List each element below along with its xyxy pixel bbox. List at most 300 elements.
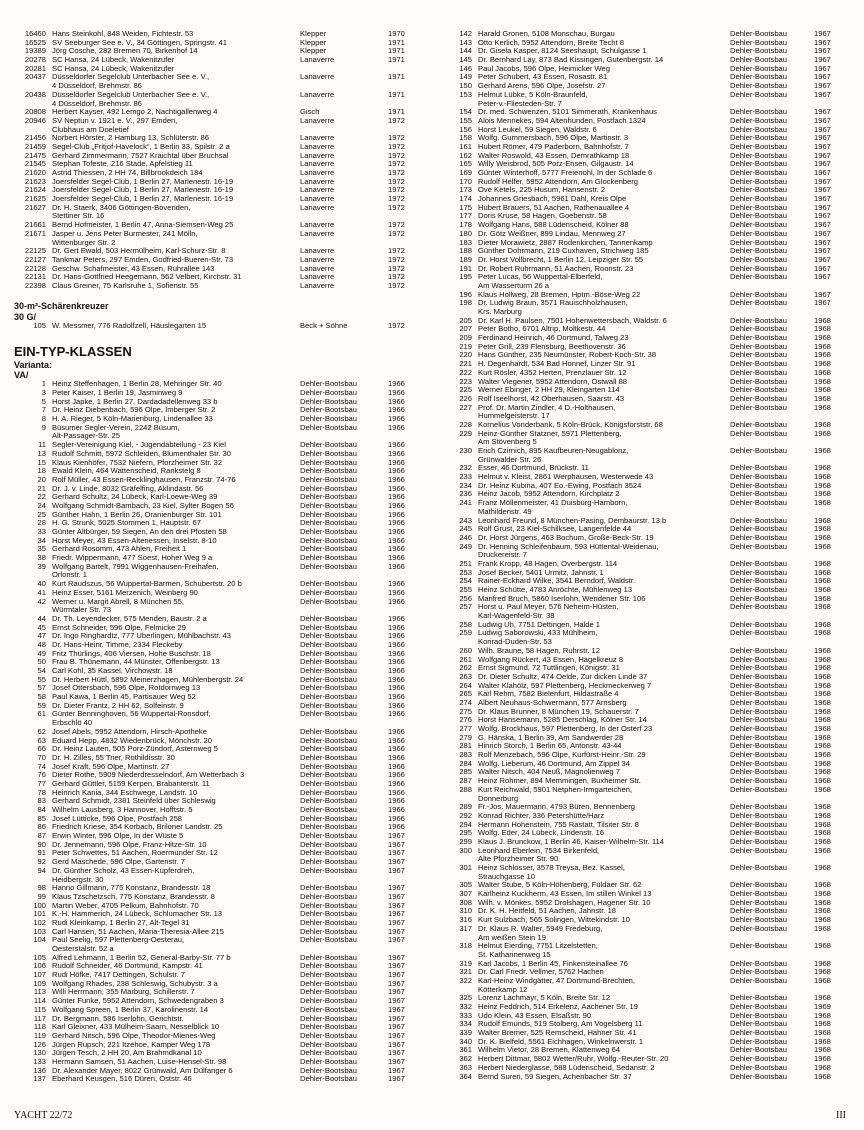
build-year: 1966 (388, 709, 405, 719)
sail-number: 77 (37, 778, 46, 788)
builder: Dehler-Bootsbau (730, 864, 787, 872)
build-year: 1968 (814, 359, 831, 369)
build-year: 1968 (814, 367, 831, 377)
build-year: 1966 (388, 388, 405, 397)
build-year: 1968 (814, 489, 831, 499)
list-row (14, 467, 424, 476)
owner-address: 4 Düsseldorf, Brehmstr. 86 (52, 82, 142, 91)
sail-number: 295 (459, 828, 472, 838)
list-row (440, 864, 850, 873)
owner-address: Heinz Schütte, 4783 Anröchte, Mühlenweg 13 (478, 586, 633, 594)
sail-number: 174 (459, 194, 472, 204)
build-year: 1966 (388, 822, 405, 832)
owner-address: St. Katharinenweg 15 (478, 950, 551, 959)
builder: Dehler-Bootsbau (730, 247, 787, 256)
sail-number: 74 (37, 761, 46, 771)
builder: Dehler-Bootsbau (730, 768, 787, 777)
build-year: 1968 (814, 472, 831, 482)
owner-address: Josef Becker, 5401 Urmitz, Jahnstr. 1 (478, 568, 604, 577)
owner-address: Udo Klein, 43 Essen, Elsaßstr. 90 (478, 1011, 592, 1020)
builder: Dehler-Bootsbau (730, 90, 787, 99)
owner-address: Herbert Kayser, 492 Lemgo 2, Nachtigallenweg 4 (52, 108, 218, 117)
owner-address: Dr. H. Zilles, 55 Trier, Rothildisstr. 30 (52, 753, 175, 762)
owner-address: Rainer-Eckhard Wilke, 3541 Berndorf, Waldstr. (478, 577, 636, 586)
sail-number: 279 (459, 732, 472, 742)
build-year: 1968 (814, 697, 831, 707)
list-row (440, 221, 850, 230)
owner-address: Dr. Gert Ewald, 503 Hermülheim, Karl-Schurz-Str. 8 (52, 247, 226, 256)
sail-number: 9 (41, 422, 46, 432)
sail-number: 198 (459, 298, 472, 308)
list-row (440, 690, 850, 699)
owner-address: Jörg Cosche, 282 Bremen 70, Birkenhof 14 (52, 47, 198, 56)
owner-address: SC Hansa, 24 Lübeck, Wakenitzufer (52, 64, 175, 73)
owner-address: Gerhard Schmidt, 2381 Steinfeld über Schleswig (52, 797, 216, 806)
sail-number: 106 (33, 961, 46, 971)
builder: Dehler-Bootsbau (300, 753, 357, 762)
sail-number: 149 (459, 72, 472, 82)
build-year: 1967 (388, 926, 405, 936)
owner-address: Gerhard Schultz, 24 Lübeck, Karl-Loewe-Weg 39 (52, 493, 218, 502)
list-row (14, 876, 424, 885)
list-row (440, 716, 850, 725)
owner-address: Dr. Horst Vollbrecht, 1 Berlin 12, Leipziger Str. 55 (478, 255, 644, 264)
owner-address: Dr. J. v. Linde, 8032 Gräfelfing, Aklindastr. 56 (52, 484, 204, 493)
builder: Dehler-Bootsbau (300, 814, 357, 823)
builder: Dehler-Bootsbau (730, 1003, 787, 1011)
build-year: 1968 (814, 767, 831, 777)
owner-address: Franz Möllenmeister, 41 Duisburg-Hamborn, (478, 499, 628, 508)
builder: Dehler-Bootsbau (730, 221, 787, 230)
builder: Dehler-Bootsbau (730, 1011, 787, 1020)
sail-number: 59 (37, 700, 46, 710)
list-row (14, 415, 424, 424)
owner-address: Dr. Klaus Brunner, 8 München 19, Schauerstr. 7 (478, 707, 639, 716)
owner-address: K.-H. Hammerich, 24 Lübeck, Schlumacher Str. 13 (52, 910, 223, 919)
builder: Dehler-Bootsbau (300, 971, 357, 980)
right-column (440, 30, 850, 1081)
builder: Dehler-Bootsbau (730, 290, 787, 299)
list-row (440, 742, 850, 751)
sail-number: 21627 (24, 202, 46, 212)
build-year: 1966 (388, 761, 405, 771)
list-row (14, 1006, 424, 1015)
build-year: 1966 (388, 787, 405, 797)
build-year: 1968 (814, 1071, 831, 1081)
build-year: 1966 (388, 700, 405, 710)
sail-number: 154 (459, 107, 472, 117)
sail-number: 220 (459, 350, 472, 360)
list-row (14, 1049, 424, 1058)
sail-number: 146 (459, 63, 472, 73)
list-row (14, 1032, 424, 1041)
builder: Dehler-Bootsbau (730, 646, 787, 655)
owner-address: Günter Altbürger, 59 Siegen, An den drei Pfosten 58 (52, 528, 227, 536)
sail-number: 228 (459, 419, 472, 429)
list-row (14, 702, 424, 711)
owner-address: Günther Hahn, 1 Berlin 26, Oranienburger Str. 101 (52, 510, 222, 519)
list-row (14, 641, 424, 650)
build-year: 1968 (814, 619, 831, 629)
build-year: 1968 (814, 750, 831, 760)
sail-number: 285 (459, 767, 472, 777)
builder: Dehler-Bootsbau (730, 403, 787, 412)
sail-number: 21620 (24, 168, 46, 177)
builder: Dehler-Bootsbau (300, 406, 357, 415)
builder: Dehler-Bootsbau (730, 264, 787, 273)
sail-number: 334 (459, 1019, 472, 1029)
owner-address: Fritz Thürlings, 406 Viersen, Hohe Buschstr. 18 (52, 649, 211, 658)
list-row (440, 977, 850, 986)
builder: Dehler-Bootsbau (730, 169, 787, 177)
sail-number: 48 (37, 639, 46, 649)
builder (730, 412, 814, 421)
list-row (440, 551, 850, 560)
sail-number: 227 (459, 402, 472, 412)
build-year: 1968 (814, 802, 831, 812)
build-year: 1971 (388, 37, 405, 47)
list-row (14, 754, 424, 763)
build-year: 1967 (388, 857, 405, 867)
sail-number: 265 (459, 689, 472, 699)
list-row (14, 247, 424, 256)
list-row (440, 760, 850, 769)
build-year: 1969 (814, 1002, 831, 1011)
list-row (440, 786, 850, 795)
owner-address: Heinz Steffenhagen, 1 Berlin 28, Mehringer Str. 40 (52, 380, 222, 389)
list-row (440, 204, 850, 213)
list-row (440, 421, 850, 430)
sail-number: 161 (459, 141, 472, 151)
list-row (440, 73, 850, 82)
builder: Dehler-Bootsbau (730, 116, 787, 125)
owner-address: Hans Steinkohl, 848 Weiden, Fichtestr. 53 (52, 30, 194, 38)
list-row (440, 299, 850, 308)
sail-number: 109 (33, 978, 46, 988)
owner-address: Strauchgasse 10 (478, 872, 535, 881)
list-row (14, 221, 424, 230)
build-year: 1967 (388, 831, 405, 841)
build-year: 1968 (814, 385, 831, 395)
builder: Dehler-Bootsbau (730, 594, 787, 603)
sail-number (14, 571, 52, 580)
list-row (440, 126, 850, 135)
builder: Dehler-Bootsbau (300, 467, 357, 476)
owner-address: Dr. Horst Jürgens, 463 Bochum, Große-Beck-Str. 19 (478, 533, 654, 542)
builder: Dehler-Bootsbau (730, 377, 787, 386)
list-row (440, 404, 850, 413)
owner-address: Alte Pforzheimer Str. 90 (478, 855, 559, 864)
builder: Klepper (300, 38, 327, 47)
build-year: 1968 (814, 628, 831, 638)
build-year: 1971 (388, 46, 405, 56)
list-row (14, 459, 424, 468)
owner-address: Prof. Dr. Martin Zindler, 4 D.-Holthausen, (478, 403, 616, 412)
builder: Dehler-Bootsbau (300, 710, 357, 719)
sail-number: 325 (459, 993, 472, 1003)
builder: Dehler-Bootsbau (300, 562, 357, 571)
list-row (14, 398, 424, 407)
owner-address: H. A. Rieger, 5 Köln-Marienburg, Lindenallee 33 (52, 415, 213, 424)
build-year: 1968 (814, 350, 831, 360)
list-row (14, 39, 424, 48)
list-row (14, 73, 424, 82)
builder: Dehler-Bootsbau (730, 516, 787, 525)
list-row (440, 178, 850, 187)
list-row (440, 447, 850, 456)
owner-address: Dr. Heinz Kubina, 407 Eo.-Ewing, Postfach 3524 (478, 481, 642, 490)
owner-address: Claus Greiner, 75 Karlsruhe 1, Sofienstr. 55 (52, 281, 199, 290)
list-row (440, 795, 850, 804)
builder (730, 873, 814, 882)
build-year: 1972 (388, 194, 405, 204)
sail-number: 20808 (24, 107, 46, 117)
list-row (14, 919, 424, 928)
sail-number: 256 (459, 593, 472, 603)
sail-number: 321 (459, 967, 472, 977)
owner-address: H. Degenhardt, 534 Bad Honnef, Linzer Str. 91 (478, 360, 636, 369)
sail-number (14, 876, 52, 885)
list-row (14, 867, 424, 876)
list-row (14, 91, 424, 100)
list-row (440, 117, 850, 126)
owner-address: Kurt Rösler, 4352 Herten, Prenzlauer Str. 12 (478, 368, 627, 377)
owner-address: Alfred Lehmann, 1 Berlin 52, General-Barby-Str. 77 b (52, 953, 231, 962)
sail-number: 245 (459, 524, 472, 534)
builder: Dehler-Bootsbau (730, 837, 787, 846)
owner-address: Klaus J. Brunckow, 1 Berlin 46, Kaiser-Wilhelm-Str. 114 (478, 837, 664, 846)
owner-address: Hubert Brauers, 51 Aachen, Rathenauallee 4 (478, 203, 630, 212)
owner-address: Paul Kawa, 1 Berlin 45, Partisauer Weg 52 (52, 693, 196, 702)
sail-number: 21545 (24, 159, 46, 169)
builder: Dehler-Bootsbau (300, 997, 357, 1006)
build-year: 1968 (814, 663, 831, 673)
builder: Dehler-Bootsbau (730, 195, 787, 204)
sail-number: 275 (459, 706, 472, 716)
owner-address: Oesterstalstr. 52 a (52, 945, 114, 953)
list-row (14, 554, 424, 563)
builder: Lanaverre (300, 116, 335, 125)
list-row (440, 1012, 850, 1021)
list-row (440, 65, 850, 74)
builder: Dehler-Bootsbau (730, 777, 787, 786)
build-year: 1967 (814, 150, 831, 160)
builder: Dehler-Bootsbau (300, 918, 357, 927)
builder: Dehler-Bootsbau (730, 716, 787, 725)
list-row (440, 508, 850, 517)
owner-address: Heinz Schlosser, 3578 Treysa, Bez. Kassel, (478, 864, 625, 872)
build-year: 1968 (814, 419, 831, 429)
builder: Dehler-Bootsbau (730, 811, 787, 820)
builder (300, 876, 388, 885)
sail-number: 115 (33, 1004, 46, 1014)
builder (730, 282, 814, 291)
owner-address: Walter Viegener, 5952 Attendorn, Ostwall 88 (478, 377, 628, 386)
owner-address: Jürgen Tesch, 2 HH 20, Am Brahmdkanal 10 (52, 1049, 202, 1058)
owner-address: Dr. Henning Schleifenbaum, 593 Hüttental-Weidenau, (478, 542, 659, 551)
builder: Dehler-Bootsbau (730, 959, 787, 968)
builder: Dehler-Bootsbau (730, 394, 787, 403)
owner-address: Wolfgang Hans, 588 Lüdenscheid, Kölner 88 (478, 221, 629, 230)
build-year: 1968 (814, 463, 831, 473)
owner-address: Dr. Th. Leyendecker, 575 Menden, Baustr. 2 a (52, 614, 207, 623)
list-row (14, 476, 424, 485)
sail-number: 3 (41, 388, 46, 397)
builder: Dehler-Bootsbau (730, 490, 787, 499)
sail-number: 225 (459, 385, 472, 395)
list-row (14, 658, 424, 667)
owner-address: Rolf Müller, 43 Essen-Recklinghausen, Franzstr. 74-76 (52, 475, 236, 484)
build-year: 1972 (388, 320, 405, 330)
builder: Dehler-Bootsbau (730, 56, 787, 65)
owner-address: Horst Meyer, 43 Essen-Altenessen, Inselstr. 8-10 (52, 536, 217, 545)
sail-number: 136 (33, 1065, 46, 1075)
owner-address: Karl-Wagenfeld-Str. 38 (478, 612, 555, 621)
sail-number: 222 (459, 367, 472, 377)
builder (300, 212, 388, 221)
builder: Dehler-Bootsbau (300, 675, 357, 684)
sail-number: 219 (459, 341, 472, 351)
sail-number: 133 (33, 1056, 46, 1066)
owner-address: Wolfgang Bartelt, 7991 Wiggenhausen-Freihafen, (52, 562, 219, 571)
owner-address: Johannes Griesbach, 5961 Dahl, Kreis Olpe (478, 195, 627, 204)
builder: Dehler-Bootsbau (300, 493, 357, 502)
owner-address: Hans Günther, 235 Neumünster, Robert-Koch-Str. 38 (478, 351, 657, 360)
owner-address: Peter Schubert, 43 Essen, Rosastr. 81 (478, 73, 608, 82)
owner-address: Wilh. v. Mönkes, 5952 Drolshagen, Hagener Str. 10 (478, 898, 651, 907)
list-row (440, 91, 850, 100)
build-year: 1968 (814, 593, 831, 603)
build-year: 1968 (814, 958, 831, 968)
list-row (14, 265, 424, 274)
builder: Dehler-Bootsbau (300, 1031, 357, 1040)
builder: Dehler-Bootsbau (730, 698, 787, 707)
build-year: 1967 (388, 935, 405, 945)
owner-address: Karl Rehm, 7582 Bielenfurt, Hildastraße 4 (478, 690, 619, 699)
owner-address: Peter Kaiser, 1 Berlin 19, Jasminweg 9 (52, 389, 183, 397)
sail-number: 21623 (24, 176, 46, 186)
builder: Dehler-Bootsbau (730, 733, 787, 742)
sail-number: 22398 (24, 280, 46, 290)
build-year: 1967 (814, 63, 831, 73)
owner-address: Helmut Lübke, 5 Köln-Braunfeld, (478, 90, 588, 99)
owner-address: Stephan Tofeste, 216 Stade, Apfelstieg 11 (52, 160, 193, 169)
list-row (440, 108, 850, 117)
build-year: 1968 (814, 819, 831, 829)
build-year: 1968 (814, 315, 831, 325)
builder: Dehler-Bootsbau (300, 953, 357, 962)
build-year: 1968 (814, 1054, 831, 1064)
owner-address: Willi Herrmann, 355 Marburg, Schillerstr. 7 (52, 988, 195, 997)
builder: Lanaverre (300, 229, 335, 238)
sail-number: 102 (33, 917, 46, 927)
sail-number: 299 (459, 836, 472, 846)
builder (300, 571, 388, 580)
list-row (14, 195, 424, 204)
build-year: 1968 (814, 558, 831, 568)
sail-number: 85 (37, 813, 46, 823)
owner-address: Carl Hansen, 51 Aachen, Maria-Theresia-Allee 215 (52, 927, 224, 936)
sail-number: 169 (459, 168, 472, 177)
sail-number: 142 (459, 29, 472, 38)
list-row (14, 832, 424, 841)
builder: Lanaverre (300, 203, 335, 212)
list-row (14, 152, 424, 161)
list-row (14, 719, 424, 728)
list-row (14, 519, 424, 528)
owner-address: Wolfg. Brockhaus, 597 Plettenberg, In der Osterf 23 (478, 725, 653, 733)
list-row (14, 450, 424, 459)
builder: Lanaverre (300, 255, 335, 264)
owner-address: Dr. Götz Weißner, 899 Lindau, Mennweg 27 (478, 229, 626, 238)
builder: Dehler-Bootsbau (730, 30, 787, 38)
list-row (440, 595, 850, 604)
sail-number: 236 (459, 489, 472, 499)
builder: Dehler-Bootsbau (730, 803, 787, 812)
sail-number: 177 (459, 211, 472, 221)
sail-number: 274 (459, 697, 472, 707)
owner-address: Gerhard Zimmermann, 7527 Kraichtal über Bruchsal (52, 151, 229, 160)
owner-address: Rudolf Helfer, 5952 Attendorn, Am Glockenberg (478, 177, 638, 186)
list-row (440, 82, 850, 91)
owner-address: Heidbergstr. 30 (52, 875, 104, 884)
sail-number: 196 (459, 289, 472, 299)
builder: Dehler-Bootsbau (300, 1066, 357, 1075)
sail-number: 100 (33, 900, 46, 910)
owner-address: Otto Kerlich, 5952 Attendorn, Breite Techt 8 (478, 38, 624, 47)
owner-address: Geschw. Schafmeister, 43 Essen, Ruhrallee 143 (52, 264, 215, 273)
owner-address: Dr. Carl Friedr. Vellmer, 5762 Hachen (478, 968, 604, 977)
list-row (14, 728, 424, 737)
build-year: 1967 (814, 246, 831, 256)
sail-number: 66 (37, 744, 46, 754)
build-year: 1967 (814, 298, 831, 308)
sail-number: 40 (37, 579, 46, 589)
list-row (440, 317, 850, 326)
sail-number: 98 (37, 883, 46, 893)
builder: Beck + Söhne (300, 321, 348, 330)
owner-address: Dr. med. Schwenzen, 5101 Simmerath, Krankenhaus (478, 108, 657, 117)
list-row (14, 100, 424, 109)
build-year: 1967 (814, 272, 831, 282)
owner-address: Gerhard Güttler, 5159 Kerpen, Brabanterstr. 11 (52, 779, 210, 788)
list-row (440, 629, 850, 638)
list-row (14, 815, 424, 824)
sail-number: 33 (37, 527, 46, 536)
sail-number: 16460 (24, 29, 46, 38)
build-year: 1968 (814, 889, 831, 899)
owner-address: Wolfg. Lieberum, 46 Dortmund, Am Zippel 34 (478, 759, 630, 768)
owner-address: Wittenburger Str. 2 (52, 238, 116, 247)
sail-number: 288 (459, 784, 472, 794)
builder: Dehler-Bootsbau (300, 701, 357, 710)
sail-number: 307 (459, 889, 472, 899)
sail-number: 232 (459, 463, 472, 473)
list-row (440, 621, 850, 630)
build-year: 1967 (388, 970, 405, 980)
sail-register-list (14, 30, 424, 291)
owner-address: Horst u. Paul Meyer, 576 Neheim-Hüsten, (478, 603, 619, 612)
list-row (440, 265, 850, 274)
builder (300, 100, 388, 109)
list-row (14, 424, 424, 433)
sail-number: 233 (459, 472, 472, 482)
build-year: 1967 (388, 1022, 405, 1032)
list-row (14, 134, 424, 143)
sail-number: 261 (459, 654, 472, 664)
sail-number (14, 606, 52, 615)
builder: Dehler-Bootsbau (300, 1049, 357, 1058)
